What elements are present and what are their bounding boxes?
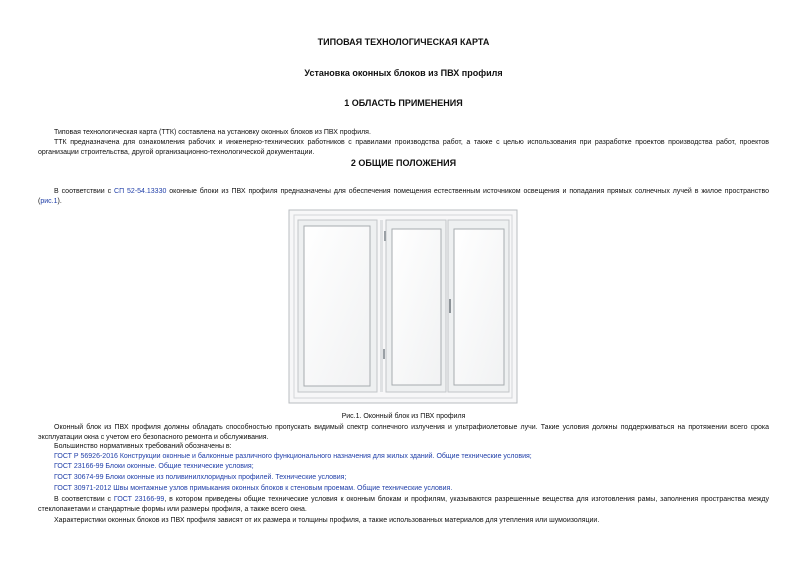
standard-link-1[interactable]: ГОСТ Р 56926-2016 Конструкции оконные и балконные различного функционального назначения для жилых зданий. Общие технические условия; (54, 453, 532, 460)
document-title: ТИПОВАЯ ТЕХНОЛОГИЧЕСКАЯ КАРТА (317, 37, 490, 47)
document-subtitle: Установка оконных блоков из ПВХ профиля (304, 68, 503, 78)
figure-caption: Рис.1. Оконный блок из ПВХ профиля (341, 413, 466, 420)
section-2-paragraph-2: Оконный блок из ПВХ профиля должны обладать способностью пропускать видимый спектр солнечного излучения и ультрафиолетовые лучи. Такие условия должны поддерживаться на протяжении всего срока эксплуатации окна с учетом его безопасного ремонта и обслуживания. (38, 424, 769, 441)
section-2-paragraph-5: Характеристики оконных блоков из ПВХ профиля зависят от их размера и толщины профиля, а также использованных материалов для утепления или шумоизоляции. (54, 517, 600, 524)
section-1-paragraph-2: ТТК предназначена для ознакомления рабочих и инженерно-технических работников с правилами производства работ, а также с целью использования при разработке проектов производства работ, проектов организации строительства, другой организационно-технологической документации. (38, 139, 769, 156)
standard-link-2[interactable]: ГОСТ 23166-99 Блоки оконные. Общие технические условия; (54, 463, 254, 470)
gost-23166-link[interactable]: ГОСТ 23166-99 (113, 496, 165, 503)
text-segment: В соответствии с (54, 496, 114, 503)
text-segment: оконные блоки из ПВХ профиля предназначены для обеспечения помещения естественным источником освещения и попадания прямых солнечных лучей в жилое пространство ( (38, 188, 769, 205)
pvc-window-image (288, 209, 518, 404)
section-2-paragraph-1 (38, 187, 769, 206)
standards-intro: Большинство нормативных требований обозначены в: (54, 443, 232, 450)
section-2-paragraph-4 (38, 495, 769, 514)
text-segment: ). (57, 197, 62, 205)
section-1-heading: 1 ОБЛАСТЬ ПРИМЕНЕНИЯ (344, 98, 463, 108)
section-1-paragraph-1: Типовая технологическая карта (ТТК) составлена на установку оконных блоков из ПВХ профиля. (54, 129, 371, 136)
text-segment: , в котором приведены общие технические условия к оконным блокам и профилям, указываются разрешенные вещества для изготовления рамы, заполнения пространства между стеклопакетами и стандартные формы или размеры профиля, а также всего окна. (38, 496, 770, 513)
standard-link-4[interactable]: ГОСТ 30971-2012 Швы монтажные узлов примыкания оконных блоков к стеновым проемам. Общие технические условия. (54, 485, 453, 492)
section-2-heading: 2 ОБЩИЕ ПОЛОЖЕНИЯ (350, 158, 457, 168)
text-segment: В соответствии с (54, 188, 115, 195)
figure-1-link[interactable]: рис.1 (40, 197, 58, 205)
sp-52-link[interactable]: СП 52-54.13330 (114, 188, 167, 195)
standard-link-3[interactable]: ГОСТ 30674-99 Блоки оконные из поливинилхлоридных профилей. Технические условия; (54, 474, 347, 481)
